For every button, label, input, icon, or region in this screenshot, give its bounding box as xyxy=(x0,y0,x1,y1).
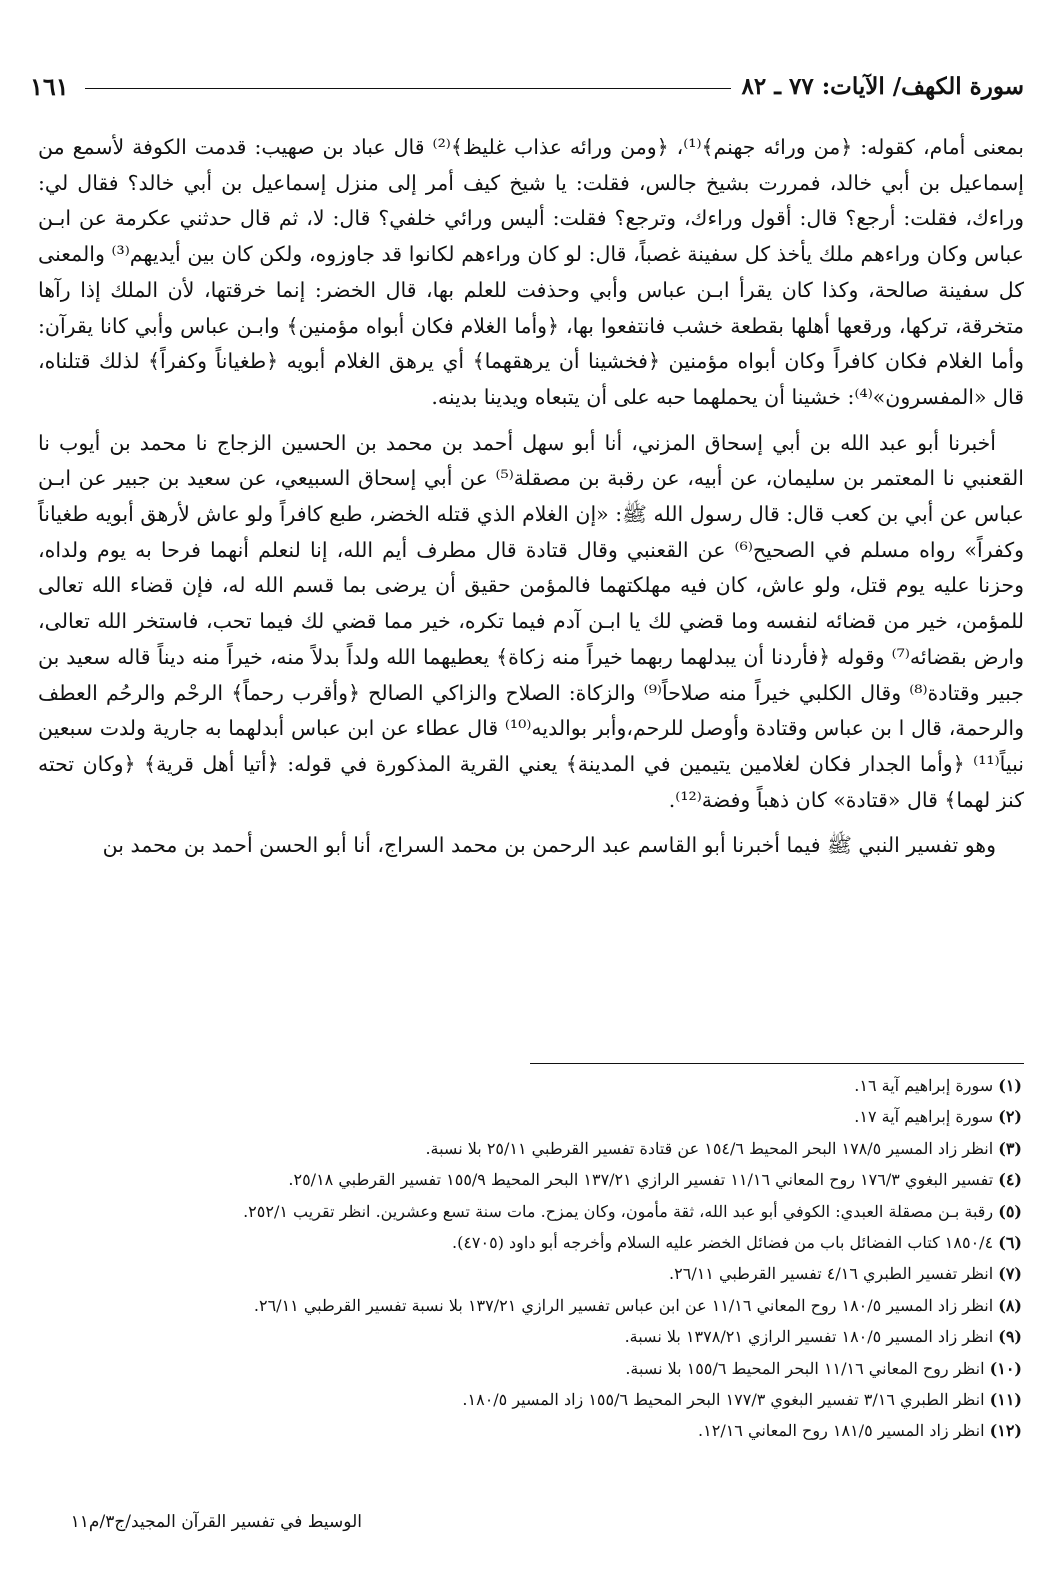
footnote-number: (٤) xyxy=(998,1170,1022,1190)
footnote-number: (٨) xyxy=(998,1295,1022,1315)
footnote-number: (٧) xyxy=(998,1264,1022,1284)
footnote-text: انظر زاد المسير ١٨١/٥ روح المعاني ١٢/١٦. xyxy=(698,1421,985,1441)
footnote-text: انظر زاد المسير ١٨٠/٥ روح المعاني ١١/١٦ عن ابن عباس تفسير الرازي ١٣٧/٢١ بلا نسبة تفسير القرطبي ٢٦/١١. xyxy=(253,1295,994,1315)
footnote-text: انظر الطبري ٣/١٦ تفسير البغوي ١٧٧/٣ البحر المحيط ١٥٥/٦ زاد المسير ١٨٠/٥. xyxy=(462,1390,985,1410)
footnote-text: سورة إبراهيم آية ١٦. xyxy=(854,1076,994,1095)
footnotes xyxy=(38,1070,1022,1447)
footnote xyxy=(38,1070,1022,1101)
main-text xyxy=(38,130,1024,874)
footnote xyxy=(38,1415,1022,1446)
footnote xyxy=(38,1384,1022,1415)
footnote xyxy=(38,1227,1022,1258)
footnote xyxy=(38,1258,1022,1289)
footnote-text: تفسير البغوي ١٧٦/٣ روح المعاني ١١/١٦ تفسير الرازي ١٣٧/٢١ البحر المحيط ١٥٥/٩ تفسير القرطبي ٢٥/١٨. xyxy=(288,1170,994,1190)
footnote-number: (١١) xyxy=(989,1390,1022,1410)
footnote xyxy=(38,1196,1022,1227)
footnote-number: (٩) xyxy=(998,1327,1022,1347)
header-rule xyxy=(85,88,732,89)
paragraph: وهو تفسير النبي ﷺ فيما أخبرنا أبو القاسم عبد الرحمن بن محمد السراج، أنا أبو الحسن أحمد بن محمد بن xyxy=(102,833,996,858)
footnote xyxy=(38,1133,1022,1164)
footnote-text: انظر زاد المسير ١٧٨/٥ البحر المحيط ١٥٤/٦ عن قتادة تفسير القرطبي ٢٥/١١ بلا نسبة. xyxy=(425,1138,994,1158)
footnote-number: (١٠) xyxy=(989,1358,1022,1378)
page-number: ١٦١ xyxy=(30,71,69,101)
running-header xyxy=(30,66,1024,106)
footnote xyxy=(38,1353,1022,1384)
paragraph: بمعنى أمام، كقوله: ﴿من ورائه جهنم﴾⁽¹⁾، ﴿ومن ورائه عذاب غليظ﴾⁽²⁾ قال عباد بن صهيب: قدمت الكوفة لأسمع من إسماعيل بن أبي خالد، فمررت بشيخ جالس، فقلت: يا شيخ كيف أمر إلى منزل إسماعيل بن أبي خالد؟ فقال لي: وراءك، فقلت: أرجع؟ قال: أقول وراءك، وترجع؟ فقلت: أليس ورائي خلفي؟ قال: لا، ثم قال حدثني عكرمة عن ابـن عباس وكان وراءهم ملك يأخذ كل سفينة غصباً، قال: لو كان وراءهم لكانوا قد جاوزوه، ولكن كان بين أيديهم⁽³⁾ والمعنى كل سفينة صالحة، وكذا كان يقرأ ابـن عباس وأبي وحذفت للعلم بها، قال الخضر: إنما خرقتها، لأن الملك إذا رآها متخرقة، تركها، ورقعها أهلها بقطعة خشب فانتفعوا بها، ﴿وأما الغلام فكان أبواه مؤمنين﴾ وابـن عباس وأبي كانا يقرآن: وأما الغلام فكان كافراً وكان أبواه مؤمنين ﴿فخشينا أن يرهقهما﴾ أي يرهق الغلام أبويه ﴿طغياناً وكفراً﴾ لذلك قتلناه، قال «المفسرون»⁽⁴⁾: خشينا أن يحملهما حبه على أن يتبعاه ويدينا بدينه. xyxy=(38,135,1024,409)
footnote xyxy=(38,1321,1022,1352)
footnote-text: سورة إبراهيم آية ١٧. xyxy=(854,1107,994,1127)
footnote-number: (٣) xyxy=(998,1138,1022,1158)
footnote-text: انظر تفسير الطبري ٤/١٦ تفسير القرطبي ٢٦/١١. xyxy=(669,1264,994,1284)
footnote xyxy=(38,1164,1022,1195)
footnote-number: (١٢) xyxy=(989,1421,1022,1441)
footnote-text: ١٨٥٠/٤ كتاب الفضائل باب من فضائل الخضر عليه السلام وأخرجه أبو داود (٤٧٠٥). xyxy=(452,1233,994,1253)
footnote xyxy=(38,1290,1022,1321)
footnote-separator xyxy=(530,1063,1024,1064)
footnote-number: (٥) xyxy=(998,1201,1022,1221)
footnote-text: انظر زاد المسير ١٨٠/٥ تفسير الرازي ١٣٧٨/٢١ بلا نسبة. xyxy=(624,1327,994,1347)
paragraph: أخبرنا أبو عبد الله بن أبي إسحاق المزني، أنا أبو سهل أحمد بن محمد بن الحسين الزجاج نا محمد بن أيوب نا القعنبي نا المعتمر بن سليمان، عن أبيه، عن رقبة بن مصقلة⁽⁵⁾ عن أبي إسحاق السبيعي، عن سعيد بن جبير عن ابـن عباس عن أبي بن كعب قال: قال رسول الله ﷺ: «إن الغلام الذي قتله الخضر، طبع كافراً ولو عاش لأرهق أبويه طغياناً وكفراً» رواه مسلم في الصحيح⁽⁶⁾ عن القعنبي وقال قتادة قال مطرف أيم الله، إنا لنعلم أنهما فرحا به يوم ولداه، وحزنا عليه يوم قتل، ولو عاش، كان فيه مهلكتهما فالمؤمن حقيق أن يرضى بما قسم الله له، فإن قضاء الله تعالى للمؤمن، خير من قضائه لنفسه وما قضي لك يا ابـن آدم فيما تكره، خير مما قضي لك فيما تحب، فاستخر الله تعالى، وارض بقضائه⁽⁷⁾ وقوله ﴿فأردنا أن يبدلهما ربهما خيراً منه زكاة﴾ يعطيهما الله ولداً بدلاً منه، خيراً منه ديناً قاله سعيد بن جبير وقتادة⁽⁸⁾ وقال الكلبي خيراً منه صلاحاً⁽⁹⁾ والزكاة: الصلاح والزاكي الصالح ﴿وأقرب رحماً﴾ الرحْم والرحُم العطف والرحمة، قال ا بن عباس وقتادة وأوصل للرحم،وأبر بوالديه⁽¹⁰⁾ قال عطاء عن ابن عباس أبدلهما به جارية ولدت سبعين نبياً⁽¹¹⁾ ﴿وأما الجدار فكان لغلامين يتيمين في المدينة﴾ يعني القرية المذكورة في قوله: ﴿أتيا أهل قرية﴾ ﴿وكان تحته كنز لهما﴾ قال «قتادة» كان ذهباً وفضة⁽¹²⁾. xyxy=(38,430,1024,812)
footnote-number: (٦) xyxy=(998,1233,1022,1253)
footnote-number: (١) xyxy=(998,1076,1022,1095)
surah-title: سورة الكهف/ الآيات: ٧٧ ـ ٨٢ xyxy=(741,72,1024,100)
footnote-text: انظر روح المعاني ١١/١٦ البحر المحيط ١٥٥/٦ بلا نسبة. xyxy=(625,1358,985,1378)
footnote-text: رقبة بـن مصقلة العبدي: الكوفي أبو عبد الله، ثقة مأمون، وكان يمزح. مات سنة تسع وعشرين. انظر تقريب ٢٥٢/١. xyxy=(243,1201,994,1221)
footnote-number: (٢) xyxy=(998,1107,1022,1127)
footnote xyxy=(38,1101,1022,1132)
book-signature: الوسيط في تفسير القرآن المجيد/ج٣/م١١ xyxy=(70,1512,362,1532)
